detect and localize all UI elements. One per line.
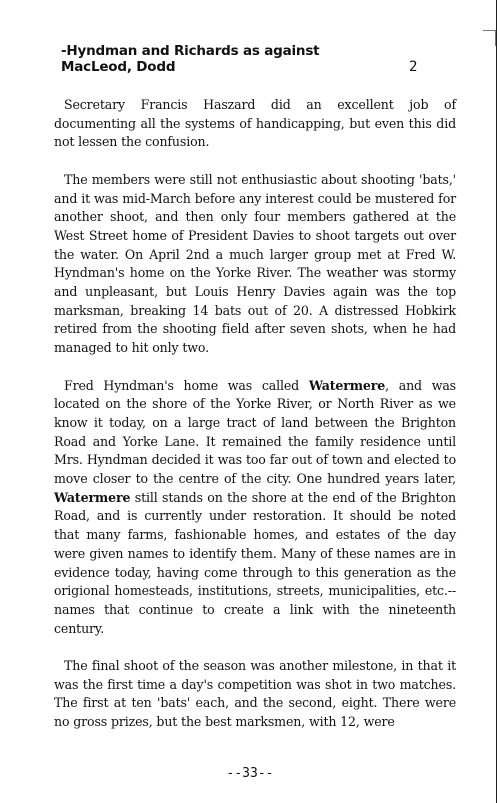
header-line-1: -Hyndman and Richards as against xyxy=(61,43,320,59)
paragraph-text: still stands on the shore at the end of the Brighton Road, and is currently under restoration. It should be noted that many farms, fashionable homes, and estates of the day were given names to identify them. Many of these names are in evidence today, having come through to this generation as the origional homesteads, institutions, streets, municipalities, etc.--names that continue to create a link with the nineteenth century. xyxy=(54,489,456,636)
paragraph xyxy=(54,171,456,358)
running-header xyxy=(61,43,431,75)
body-text xyxy=(54,96,456,751)
paragraph-text: Secretary Francis Haszard did an excellent job of documenting all the systems of handicapping, but even this did not lessen the confusion. xyxy=(54,97,456,150)
header-line-2: MacLeod, Dodd xyxy=(61,59,176,75)
paragraph xyxy=(54,96,456,152)
page-number: --33-- xyxy=(226,766,274,781)
paragraph xyxy=(54,377,456,639)
paragraph-text: The final shoot of the season was another milestone, in that it was the first time a day's competition was shot in two matches. The first at ten 'bats' each, and the second, eight. There were no gross prizes, but the best marksmen, with 12, were xyxy=(54,658,456,730)
paragraph xyxy=(54,657,456,732)
header-number: 2 xyxy=(409,59,418,75)
paragraph-text: The members were still not enthusiastic about shooting 'bats,' and it was mid-March before any interest could be mustered for another shoot, and then only four members gathered at the West Street home of President Davies to shoot targets out over the water. On April 2nd a much larger group met at Fred W. Hyndman's home on the Yorke River. The weather was stormy and unpleasant, but Louis Henry Davies again was the top marksman, breaking 14 bats out of 20. A distressed Hobkirk retired from the shooting field after seven shots, when he had managed to hit only two. xyxy=(54,171,456,356)
paragraph-text: , and was located on the shore of the Yorke River, or North River as we know it today, on a large tract of land between the Brighton Road and Yorke Lane. It remained the family residence until Mrs. Hyndman decided it was too far out of town and elected to move closer to the centre of the city. One hundred years later, xyxy=(54,377,456,487)
emphasized-name: Watermere xyxy=(54,489,131,505)
corner-mark xyxy=(483,30,496,46)
page-edge-rule xyxy=(496,0,497,803)
paragraph-text: Fred Hyndman's home was called xyxy=(64,377,309,393)
emphasized-name: Watermere xyxy=(308,377,386,393)
